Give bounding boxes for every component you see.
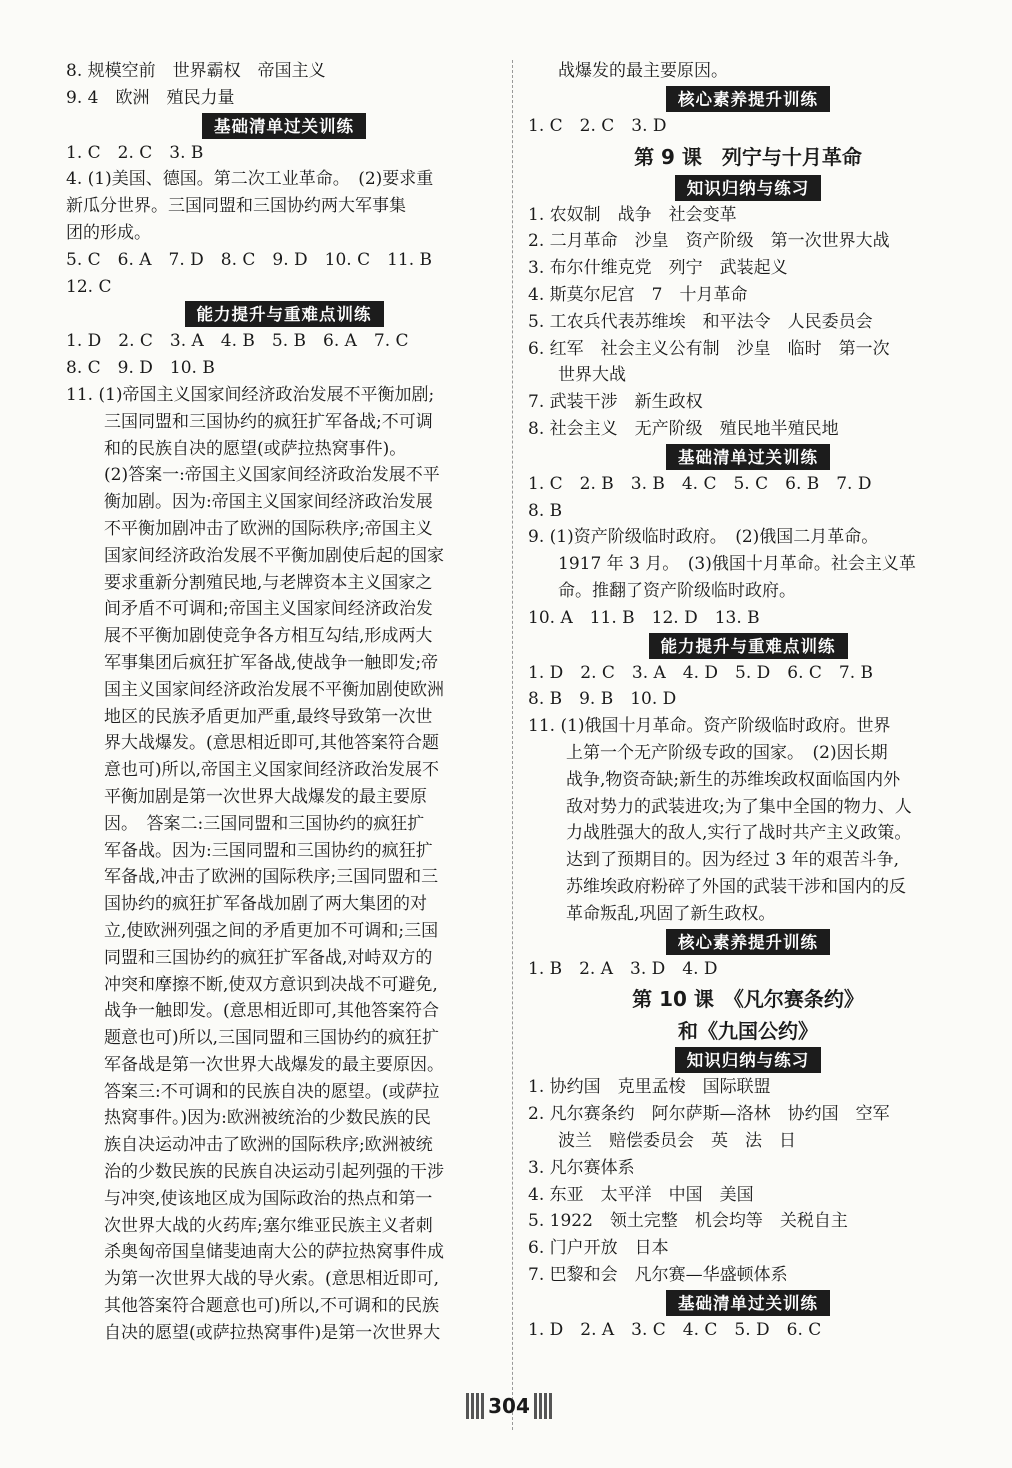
answer-line: 战争,物资奇缺;新生的苏维埃政权面临国内外 — [566, 769, 901, 790]
answer-line: 1. C 2. C 3. D — [528, 115, 667, 136]
answer-line: 其他答案符合题意也可)所以,不可调和的民族 — [104, 1296, 440, 1317]
answer-line: 三国同盟和三国协约的疯狂扩军备战;不可调 — [104, 411, 433, 432]
answer-line: 2. 二月革命 沙皇 资产阶级 第一次世界大战 — [528, 231, 890, 252]
banner-basic-training: 基础清单过关训练 — [666, 1290, 830, 1316]
answer-line: 4. (1)美国、德国。第二次工业革命。 (2)要求重 — [66, 169, 434, 190]
answer-line: 3. 布尔什维克党 列宁 武装起义 — [528, 258, 788, 279]
section-banner — [528, 443, 968, 471]
answer-line: 5. 工农兵代表苏维埃 和平法令 人民委员会 — [528, 311, 873, 332]
answer-line: 8. C 9. D 10. B — [66, 358, 215, 379]
answer-line: 因。 答案二:三国同盟和三国协约的疯狂扩 — [104, 813, 425, 834]
answer-line: 治的少数民族的民族自决运动引起列强的干涉 — [104, 1162, 444, 1183]
answer-line: 团的形成。 — [66, 222, 151, 243]
answer-line: 9. 4 欧洲 殖民力量 — [66, 87, 235, 108]
answer-line: 9. (1)资产阶级临时政府。 (2)俄国二月革命。 — [528, 527, 879, 548]
answer-line: 军备战,冲击了欧洲的国际秩序;三国同盟和三 — [104, 867, 439, 888]
answer-line: 军备战。因为:三国同盟和三国协约的疯狂扩 — [104, 840, 433, 861]
answer-line: 11. (1)帝国主义国家间经济政治发展不平衡加剧; — [66, 384, 435, 405]
right-column — [528, 58, 968, 1343]
answer-line: 军备战是第一次世界大战爆发的最主要原因。 — [104, 1054, 444, 1075]
answer-line: 与冲突,使该地区成为国际政治的热点和第一 — [104, 1188, 433, 1209]
answer-line: 1. D 2. C 3. A 4. B 5. B 6. A 7. C — [66, 331, 409, 352]
banner-core-literacy: 核心素养提升训练 — [666, 929, 830, 955]
answer-line: 7. 巴黎和会 凡尔赛—华盛顿体系 — [528, 1264, 788, 1285]
answer-line: 3. 凡尔赛体系 — [528, 1157, 635, 1178]
answer-line: 4. 东亚 太平洋 中国 美国 — [528, 1184, 754, 1205]
answer-line: 战争一触即发。(意思相近即可,其他答案符合 — [104, 1001, 440, 1022]
answer-line: 不平衡加剧冲击了欧洲的国际秩序;帝国主义 — [104, 518, 433, 539]
answer-line: 苏维埃政府粉碎了外国的武装干涉和国内的反 — [566, 876, 906, 897]
answer-line: 次世界大战的火药库;塞尔维亚民族主义者刺 — [104, 1215, 433, 1236]
answer-line: 8. 社会主义 无产阶级 殖民地半殖民地 — [528, 418, 839, 439]
answer-line: 和的民族自决的愿望(或萨拉热窝事件)。 — [104, 438, 407, 459]
answer-line: 12. C — [66, 276, 112, 297]
answer-line: 国协约的疯狂扩军备战加剧了两大集团的对 — [104, 894, 427, 915]
section-banner — [528, 928, 968, 956]
answer-line: 波兰 赔偿委员会 英 法 日 — [558, 1130, 796, 1151]
answer-line: 上第一个无产阶级专政的国家。 (2)因长期 — [566, 742, 888, 763]
answer-line: 立,使欧洲列强之间的矛盾更加不可调和;三国 — [104, 920, 439, 941]
answer-line: 敌对势力的武装进攻;为了集中全国的物力、人 — [566, 796, 912, 817]
section-banner — [66, 300, 502, 328]
section-banner — [528, 1046, 968, 1074]
answer-line: 意也可)所以,帝国主义国家间经济政治发展不 — [104, 760, 440, 781]
answer-line: 1917 年 3 月。 (3)俄国十月革命。社会主义革 — [558, 554, 916, 575]
answer-line: 4. 斯莫尔尼宫 7 十月革命 — [528, 284, 748, 305]
banner-ability-training: 能力提升与重难点训练 — [185, 301, 384, 327]
answer-line: 展不平衡加剧使竞争各方相互勾结,形成两大 — [104, 626, 433, 647]
answer-line: 1. 农奴制 战争 社会变革 — [528, 204, 737, 225]
answer-line: 1. D 2. C 3. A 4. D 5. D 6. C 7. B — [528, 662, 874, 683]
page-number: 304 — [488, 1394, 530, 1418]
answer-line: 世界大战 — [558, 365, 626, 386]
banner-basic-training: 基础清单过关训练 — [666, 444, 830, 470]
left-column — [66, 58, 502, 1347]
section-banner — [528, 632, 968, 660]
answer-line: 军事集团后疯狂扩军备战,使战争一触即发;帝 — [104, 652, 439, 673]
decorative-bars-left — [466, 1393, 484, 1419]
answer-line: 战爆发的最主要原因。 — [558, 61, 728, 81]
answer-line: 11. (1)俄国十月革命。资产阶级临时政府。世界 — [528, 716, 891, 737]
answer-line: 7. 武装干涉 新生政权 — [528, 392, 703, 413]
answer-line: 5. 1922 领土完整 机会均等 关税自主 — [528, 1211, 848, 1232]
answer-line: 2. 凡尔赛条约 阿尔萨斯—洛林 协约国 空军 — [528, 1104, 890, 1125]
answer-line: 8. B 9. B 10. D — [528, 689, 677, 710]
banner-basic-training: 基础清单过关训练 — [202, 113, 366, 139]
answer-line: 界大战爆发。(意思相近即可,其他答案符合题 — [104, 733, 440, 754]
column-divider — [512, 60, 513, 1430]
answer-line: 1. D 2. A 3. C 4. C 5. D 6. C — [528, 1319, 822, 1340]
answer-line: 6. 门户开放 日本 — [528, 1238, 669, 1259]
answer-line: 达到了预期目的。因为经过 3 年的艰苦斗争, — [566, 850, 900, 871]
answer-line: 答案三:不可调和的民族自决的愿望。(或萨拉 — [104, 1081, 440, 1102]
answer-line: 衡加剧。因为:帝国主义国家间经济政治发展 — [104, 492, 433, 513]
essay-answer — [66, 409, 502, 1347]
page-number-footer — [454, 1388, 564, 1424]
answer-line: 5. C 6. A 7. D 8. C 9. D 10. C 11. B — [66, 249, 433, 270]
answer-line: 6. 红军 社会主义公有制 沙皇 临时 第一次 — [528, 338, 890, 359]
answer-line: 10. A 11. B 12. D 13. B — [528, 607, 760, 628]
answer-line: 8. 规模空前 世界霸权 帝国主义 — [66, 61, 326, 81]
lesson-title: 第 10 课 《凡尔赛条约》 — [632, 987, 864, 1012]
lesson-title: 第 9 课 列宁与十月革命 — [634, 144, 862, 169]
section-banner — [66, 112, 502, 140]
answer-line: 要求重新分割殖民地,与老牌资本主义国家之 — [104, 572, 433, 593]
answer-line: 1. C 2. B 3. B 4. C 5. C 6. B 7. D — [528, 473, 872, 494]
answer-line: 杀奥匈帝国皇储斐迪南大公的萨拉热窝事件成 — [104, 1242, 444, 1263]
answer-line: 力战胜强大的敌人,实行了战时共产主义政策。 — [566, 823, 912, 844]
answer-line: 1. C 2. C 3. B — [66, 142, 204, 163]
answer-line: 8. B — [528, 500, 563, 521]
section-banner — [528, 174, 968, 202]
answer-line: 自决的愿望(或萨拉热窝事件)是第一次世界大 — [104, 1322, 441, 1343]
answer-line: 冲突和摩擦不断,使双方意识到决战不可避免, — [104, 974, 438, 995]
answer-line: 1. 协约国 克里孟梭 国际联盟 — [528, 1077, 771, 1098]
section-banner — [528, 85, 968, 113]
answer-line: 国主义国家间经济政治发展不平衡加剧使欧洲 — [104, 679, 444, 700]
answer-line: 题意也可)所以,三国同盟和三国协约的疯狂扩 — [104, 1028, 440, 1049]
answer-line: 热窝事件。)因为:欧洲被统治的少数民族的民 — [104, 1108, 431, 1129]
answer-line: 1. B 2. A 3. D 4. D — [528, 958, 718, 979]
answer-line: (2)答案一:帝国主义国家间经济政治发展不平 — [104, 465, 440, 486]
decorative-bars-right — [534, 1393, 552, 1419]
answer-line: 为第一次世界大战的导火索。(意思相近即可, — [104, 1269, 440, 1290]
section-banner — [528, 1289, 968, 1317]
answer-line: 平衡加剧是第一次世界大战爆发的最主要原 — [104, 786, 427, 807]
lesson-title: 和《九国公约》 — [678, 1019, 818, 1044]
answer-line: 国家间经济政治发展不平衡加剧使后起的国家 — [104, 545, 444, 566]
answer-line: 革命叛乱,巩固了新生政权。 — [566, 903, 776, 924]
answer-line: 间矛盾不可调和;帝国主义国家间经济政治发 — [104, 599, 433, 620]
answer-line: 族自决运动冲击了欧洲的国际秩序;欧洲被统 — [104, 1135, 433, 1156]
answer-line: 命。推翻了资产阶级临时政府。 — [558, 580, 796, 601]
banner-knowledge: 知识归纳与练习 — [675, 1047, 822, 1073]
banner-core-literacy: 核心素养提升训练 — [666, 86, 830, 112]
answer-line: 地区的民族矛盾更加严重,最终导致第一次世 — [104, 706, 433, 727]
banner-ability-training: 能力提升与重难点训练 — [649, 633, 848, 659]
answer-line: 同盟和三国协约的疯狂扩军备战,对峙双方的 — [104, 947, 433, 968]
banner-knowledge: 知识归纳与练习 — [675, 175, 822, 201]
answer-line: 新瓜分世界。三国同盟和三国协约两大军事集 — [66, 196, 406, 217]
